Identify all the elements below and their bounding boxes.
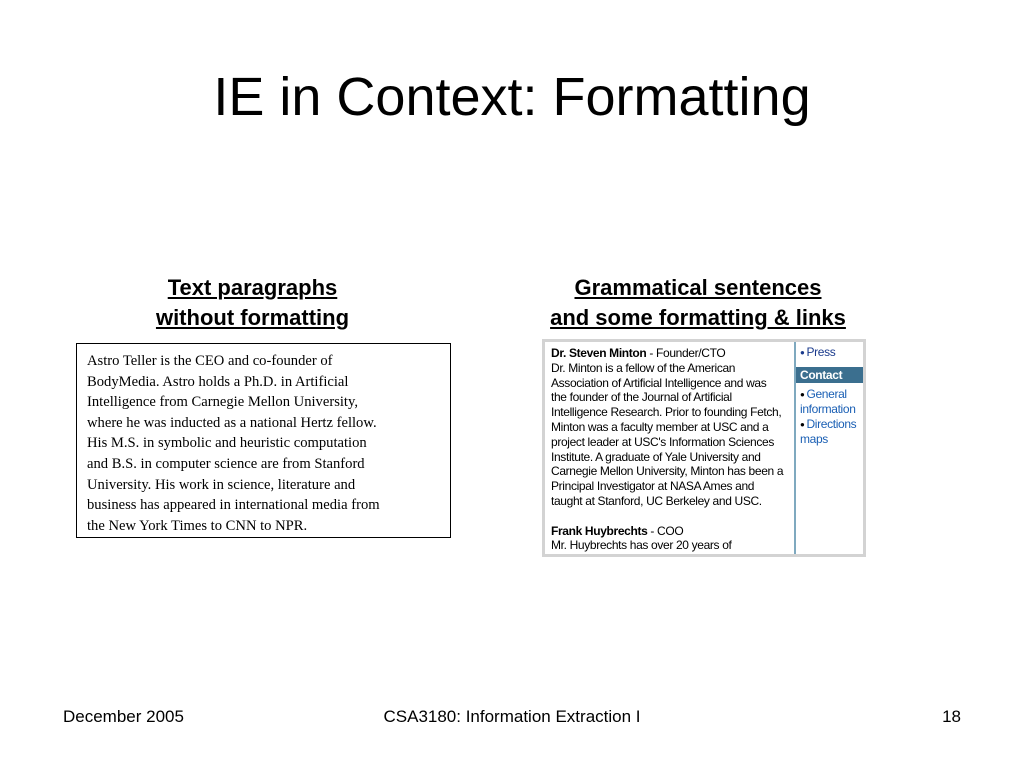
bio-line: Intelligence Research. Prior to founding Fetch,	[551, 405, 782, 420]
text-line: Intelligence from Carnegie Mellon University,	[87, 394, 358, 411]
maps-label[interactable]: maps	[800, 432, 828, 446]
directions-label: Directions	[806, 416, 857, 431]
text-line: University. His work in science, literature and	[87, 476, 356, 493]
bullet-icon: ●	[800, 419, 805, 429]
right-heading-line-2: and some formatting & links	[550, 305, 846, 330]
bio-line: project leader at USC's Information Sciences	[551, 434, 775, 449]
formatted-web-page-example	[542, 339, 866, 557]
text-line: where he was inducted as a national Hertz fellow.	[87, 414, 377, 431]
general-label: General	[806, 386, 847, 401]
text-line: BodyMedia. Astro holds a Ph.D. in Artificial	[87, 373, 349, 390]
text-line: the New York Times to CNN to NPR.	[87, 517, 308, 534]
spacer	[551, 509, 794, 524]
web-page-main-content	[545, 342, 796, 554]
left-column-heading	[120, 273, 385, 333]
directions-maps-link[interactable]	[796, 417, 863, 433]
person-name: Frank Huybrechts	[551, 523, 648, 538]
left-heading-line-1: Text paragraphs	[167, 275, 338, 300]
text-line: business has appeared in international media from	[87, 497, 380, 514]
press-link[interactable]	[796, 342, 863, 361]
person-heading	[551, 524, 794, 539]
bio-line: Mr. Huybrechts has over 20 years of	[551, 538, 732, 553]
contact-links	[796, 383, 863, 447]
person-role: - Founder/CTO	[646, 346, 726, 360]
slide-title: IE in Context: Formatting	[213, 67, 811, 127]
general-information-link[interactable]	[796, 387, 863, 403]
footer-course: CSA3180: Information Extraction I	[383, 707, 641, 726]
person-name: Dr. Steven Minton	[551, 346, 647, 360]
bio-line: Principal Investigator at NASA Ames and	[551, 479, 755, 494]
bullet-icon: ●	[800, 389, 805, 399]
press-label: Press	[806, 345, 836, 359]
person-role: - COO	[647, 523, 684, 538]
bio-line: Institute. A graduate of Yale University and	[551, 449, 761, 464]
bio-line: the founder of the Journal of Artificial	[551, 390, 732, 405]
person-heading	[551, 346, 794, 361]
footer-date: December 2005	[63, 707, 184, 726]
bullet-icon: ●	[800, 348, 805, 357]
right-heading-line-1: Grammatical sentences	[574, 275, 822, 300]
bio-line: Association of Artificial Intelligence and was	[551, 375, 767, 390]
left-heading-line-2: without formatting	[155, 305, 350, 330]
text-line: Astro Teller is the CEO and co-founder of	[87, 353, 333, 369]
bio-line: Carnegie Mellon University, Minton has been a	[551, 464, 784, 479]
bio-line: taught at Stanford, UC Berkeley and USC.	[551, 493, 762, 508]
web-page-sidebar	[796, 342, 863, 554]
information-label[interactable]: information	[800, 402, 856, 416]
right-column-heading	[508, 273, 888, 333]
bio-line: Minton was a faculty member at USC and a	[551, 419, 769, 434]
contact-header: Contact	[796, 367, 863, 383]
text-line: His M.S. in symbolic and heuristic computation	[87, 435, 367, 452]
plain-text-example	[76, 343, 451, 538]
text-line: and B.S. in computer science are from Stanford	[87, 455, 365, 472]
footer-page-number: 18	[942, 707, 961, 726]
bio-line: Dr. Minton is a fellow of the American	[551, 360, 736, 375]
